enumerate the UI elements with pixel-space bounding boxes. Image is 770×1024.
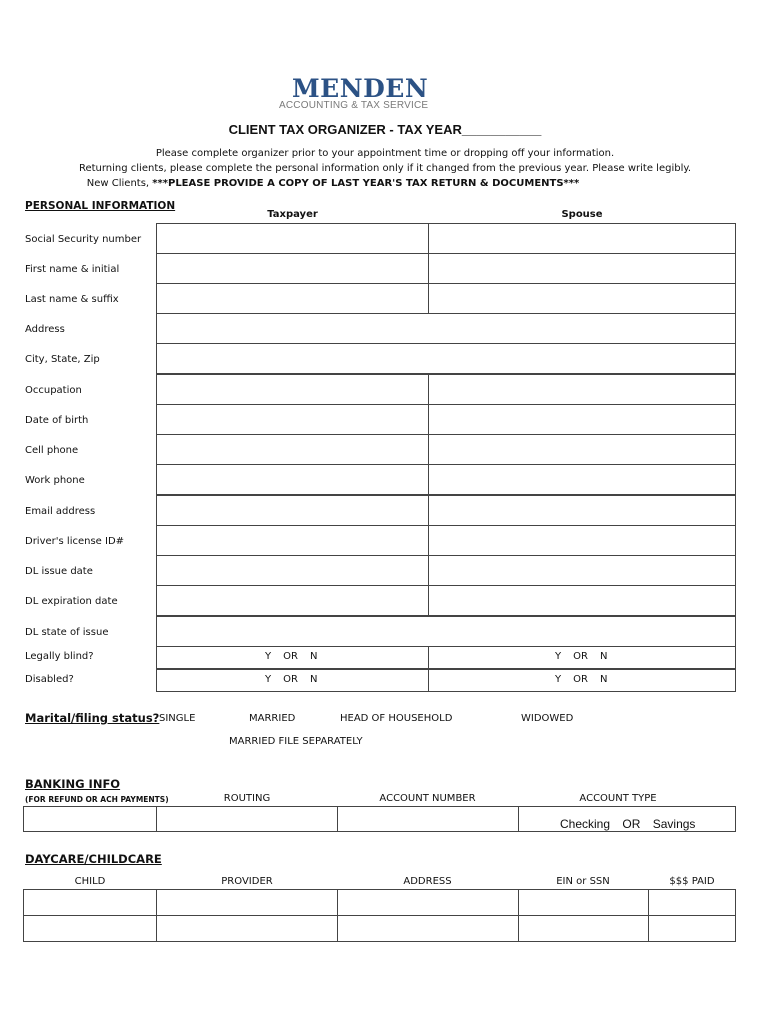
daycare-cell[interactable] xyxy=(156,889,338,916)
daycare-cell[interactable] xyxy=(23,889,157,916)
routing-column-header: ROUTING xyxy=(223,793,271,804)
marital-option-widowed[interactable]: WIDOWED xyxy=(521,713,574,724)
taxpayer-input[interactable] xyxy=(156,283,429,314)
daycare-column-provider: PROVIDER xyxy=(221,876,273,887)
daycare-column-ein: EIN or SSN xyxy=(556,876,610,887)
company-logo-name: MENDEN xyxy=(292,74,429,103)
daycare-cell[interactable] xyxy=(23,915,157,942)
account-number-column-header: ACCOUNT NUMBER xyxy=(379,793,476,804)
intro-line-1: Please complete organizer prior to your appointment time or dropping off your information. xyxy=(155,148,615,159)
spouse-yes-or-no xyxy=(555,651,607,662)
daycare-cell[interactable] xyxy=(648,889,736,916)
spouse-input[interactable] xyxy=(428,555,736,586)
taxpayer-input[interactable] xyxy=(156,434,429,465)
routing-input[interactable] xyxy=(156,806,338,832)
row-label: Legally blind? xyxy=(25,651,94,662)
spouse-yes-or-no xyxy=(555,674,607,685)
row-label: City, State, Zip xyxy=(25,354,100,365)
no-option[interactable]: N xyxy=(599,674,608,685)
spouse-column-header: Spouse xyxy=(561,209,603,220)
daycare-cell[interactable] xyxy=(518,889,649,916)
taxpayer-input[interactable] xyxy=(156,525,429,556)
taxpayer-input[interactable] xyxy=(156,495,429,526)
row-label: Date of birth xyxy=(25,415,89,426)
spouse-input[interactable] xyxy=(428,283,736,314)
marital-option-head-of-household[interactable]: HEAD OF HOUSEHOLD xyxy=(340,713,453,724)
taxpayer-yes-or-no xyxy=(265,674,317,685)
taxpayer-input[interactable] xyxy=(156,585,429,616)
intro-line-3-prefix: New Clients, xyxy=(86,178,150,189)
yes-option[interactable]: Y xyxy=(265,651,272,662)
daycare-cell[interactable] xyxy=(648,915,736,942)
account-type-choices xyxy=(560,817,695,831)
yes-option[interactable]: Y xyxy=(555,674,562,685)
row-label: Email address xyxy=(25,506,96,517)
row-label: Disabled? xyxy=(25,674,74,685)
banking-label-cell xyxy=(23,806,157,832)
spouse-input[interactable] xyxy=(428,374,736,405)
taxpayer-input[interactable] xyxy=(156,374,429,405)
daycare-column-paid: $$$ PAID xyxy=(669,876,715,887)
full-width-input[interactable] xyxy=(156,343,736,374)
or-separator: OR xyxy=(573,674,588,685)
account-type-checking[interactable]: Checking xyxy=(560,817,611,831)
row-label: Address xyxy=(25,324,65,335)
spouse-input[interactable] xyxy=(428,585,736,616)
intro-line-2: Returning clients, please complete the personal information only if it changed from the previous year. Please write legibly. xyxy=(78,163,692,174)
marital-status-heading: Marital/filing status? xyxy=(25,711,160,725)
account-number-input[interactable] xyxy=(337,806,519,832)
spouse-input[interactable] xyxy=(428,434,736,465)
banking-heading: BANKING INFO xyxy=(25,777,121,791)
yes-option[interactable]: Y xyxy=(265,674,272,685)
spouse-input[interactable] xyxy=(428,464,736,495)
full-width-input[interactable] xyxy=(156,616,736,647)
banking-note: (FOR REFUND OR ACH PAYMENTS) xyxy=(25,795,169,804)
spouse-input[interactable] xyxy=(428,404,736,435)
row-label: Social Security number xyxy=(25,234,142,245)
row-label: DL state of issue xyxy=(25,627,109,638)
taxpayer-input[interactable] xyxy=(156,404,429,435)
full-width-input[interactable] xyxy=(156,313,736,344)
taxpayer-input[interactable] xyxy=(156,464,429,495)
daycare-cell[interactable] xyxy=(337,889,519,916)
daycare-column-address: ADDRESS xyxy=(403,876,452,887)
yes-option[interactable]: Y xyxy=(555,651,562,662)
marital-option-married-separately[interactable]: MARRIED FILE SEPARATELY xyxy=(229,736,363,747)
taxpayer-input[interactable] xyxy=(156,253,429,284)
row-label: First name & initial xyxy=(25,264,120,275)
company-logo-tagline: ACCOUNTING & TAX SERVICE xyxy=(279,100,429,111)
row-label: Last name & suffix xyxy=(25,294,119,305)
no-option[interactable]: N xyxy=(309,651,318,662)
or-separator: OR xyxy=(573,651,588,662)
spouse-input[interactable] xyxy=(428,525,736,556)
daycare-cell[interactable] xyxy=(156,915,338,942)
marital-option-single[interactable]: SINGLE xyxy=(159,713,196,724)
row-label: Driver's license ID# xyxy=(25,536,125,547)
row-label: Work phone xyxy=(25,475,85,486)
spouse-input[interactable] xyxy=(428,495,736,526)
row-label: DL expiration date xyxy=(25,596,118,607)
account-type-column-header: ACCOUNT TYPE xyxy=(579,793,657,804)
spouse-input[interactable] xyxy=(428,223,736,254)
taxpayer-yes-or-no xyxy=(265,651,317,662)
daycare-heading: DAYCARE/CHILDCARE xyxy=(25,852,162,866)
daycare-cell[interactable] xyxy=(337,915,519,942)
account-type-or: OR xyxy=(622,817,641,831)
or-separator: OR xyxy=(283,674,298,685)
personal-info-heading: PERSONAL INFORMATION xyxy=(25,200,176,212)
intro-line-3-bold: ***PLEASE PROVIDE A COPY OF LAST YEAR'S TAX RETURN & DOCUMENTS*** xyxy=(152,178,580,189)
spouse-input[interactable] xyxy=(428,253,736,284)
no-option[interactable]: N xyxy=(309,674,318,685)
taxpayer-input[interactable] xyxy=(156,223,429,254)
document-title: CLIENT TAX ORGANIZER - TAX YEAR___________ xyxy=(228,122,542,137)
marital-option-married[interactable]: MARRIED xyxy=(249,713,296,724)
taxpayer-column-header: Taxpayer xyxy=(267,209,318,220)
no-option[interactable]: N xyxy=(599,651,608,662)
row-label: Occupation xyxy=(25,385,82,396)
account-type-savings[interactable]: Savings xyxy=(652,817,696,831)
row-label: Cell phone xyxy=(25,445,79,456)
daycare-cell[interactable] xyxy=(518,915,649,942)
intro-line-3 xyxy=(0,178,718,189)
daycare-column-child: CHILD xyxy=(74,876,106,887)
or-separator: OR xyxy=(283,651,298,662)
row-label: DL issue date xyxy=(25,566,93,577)
taxpayer-input[interactable] xyxy=(156,555,429,586)
